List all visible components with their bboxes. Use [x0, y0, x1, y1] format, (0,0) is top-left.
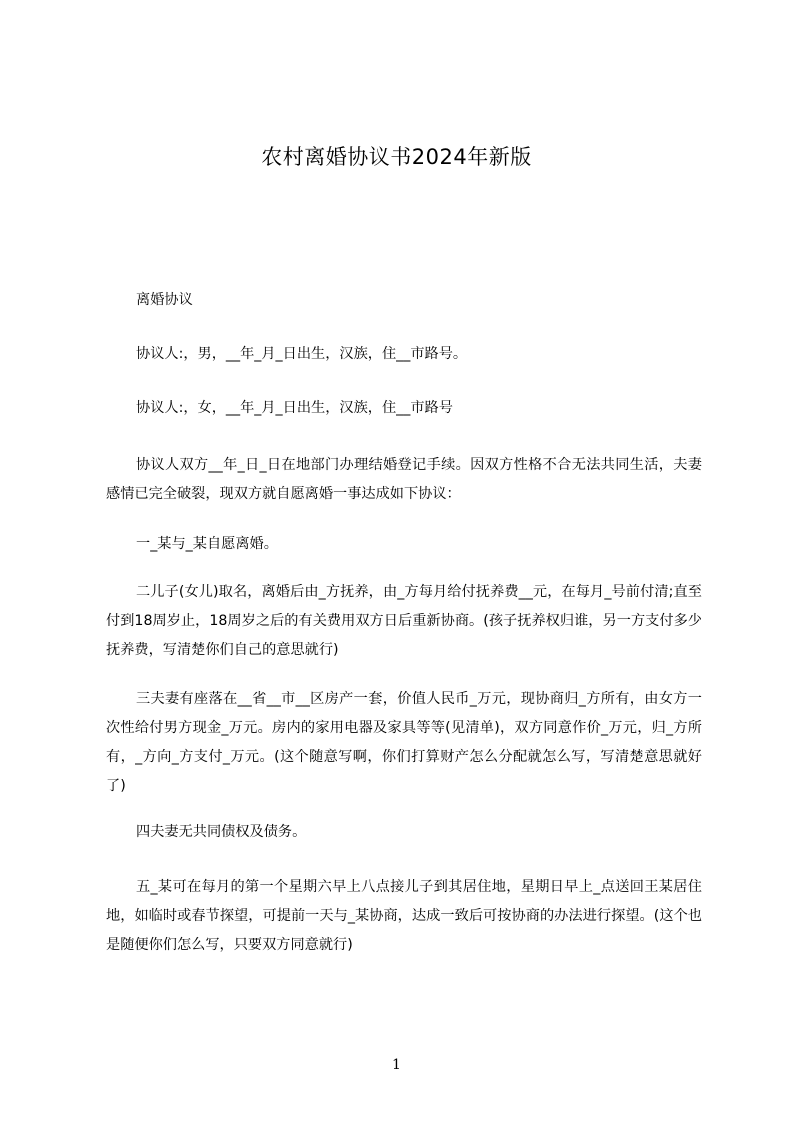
document-title: 农村离婚协议书2024年新版	[261, 145, 532, 169]
clause-5: 五_某可在每月的第一个星期六早上八点接儿子到其居住地，星期日早上_点送回王某居住地，如临时或春节探望，可提前一天与_某协商，达成一致后可按协商的办法进行探望。(这个也是随便你们怎么写，只要双方同意就行)	[106, 879, 702, 953]
clause-1: 一_某与_某自愿离婚。	[136, 536, 278, 552]
section-heading: 离婚协议	[136, 292, 193, 308]
party-line-female: 协议人:，女，__年_月_日出生，汉族，住__市路号	[136, 400, 453, 416]
clause-4: 四夫妻无共同债权及债务。	[136, 824, 307, 840]
clause-3: 三夫妻有座落在__省__市__区房产一套，价值人民币_万元，现协商归_方所有，由女方一次性给付男方现金_万元。房内的家用电器及家具等等(见清单)，双方同意作价_万元，归_方所有，_方向_方支付_万元。(这个随意写啊，你们打算财产怎么分配就怎么写，写清楚意思就好了)	[106, 691, 702, 794]
party-line-male: 协议人:，男，__年_月_日出生，汉族，住__市路号。	[136, 346, 468, 362]
clause-2: 二儿子(女儿)取名，离婚后由_方抚养，由_方每月给付抚养费__元，在每月_号前付清;直至付到18周岁止，18周岁之后的有关费用双方日后重新协商。(孩子抚养权归谁，另一方支付多少抚养费，写清楚你们自己的意思就行)	[106, 584, 702, 658]
paragraph-preamble: 协议人双方__年_日_日在地部门办理结婚登记手续。因双方性格不合无法共同生活，夫妻感情已完全破裂，现双方就自愿离婚一事达成如下协议：	[106, 457, 702, 502]
page-number: 1	[392, 1057, 401, 1073]
